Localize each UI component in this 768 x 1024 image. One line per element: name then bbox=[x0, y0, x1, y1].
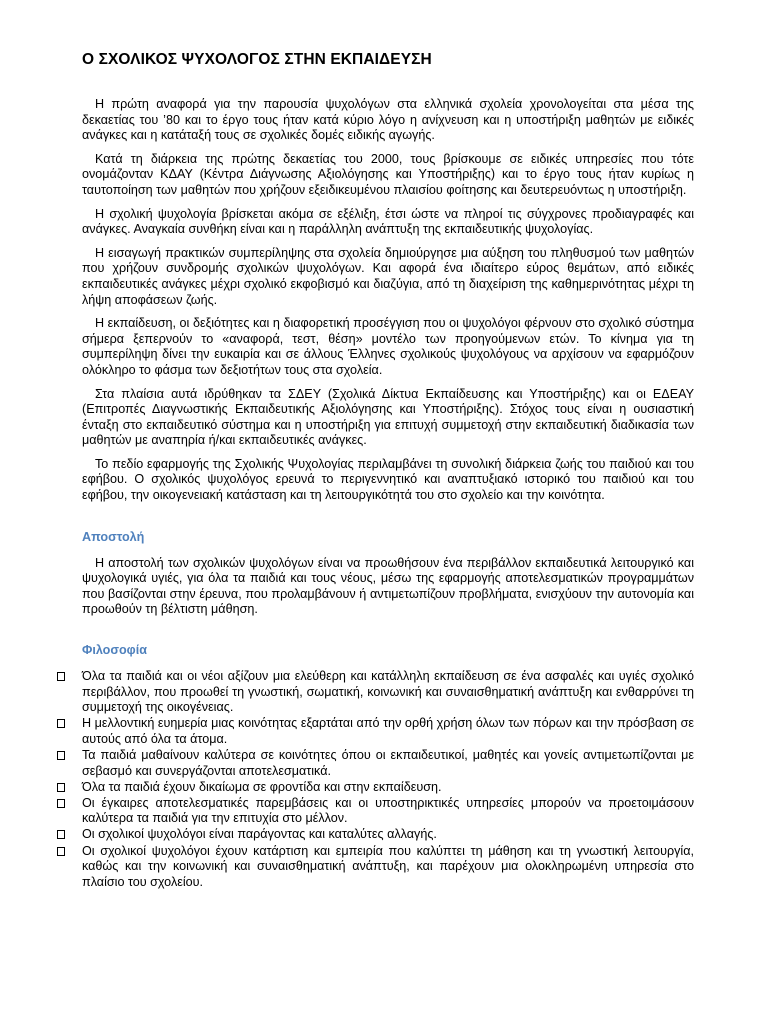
document-page bbox=[82, 51, 694, 891]
square-bullet-icon bbox=[57, 672, 65, 681]
philosophy-heading: Φιλοσοφία bbox=[82, 643, 147, 658]
list-item-text: Η μελλοντική ευημερία μιας κοινότητας εξαρτάται από την ορθή χρήση όλων των πόρων και την πρόσβαση σε αυτούς από όλα τα άτομα. bbox=[82, 716, 694, 746]
body-paragraph: Η σχολική ψυχολογία βρίσκεται ακόμα σε εξέλιξη, έτσι ώστε να πληροί τις σύγχρονες προδιαγραφές και ανάγκες. Αναγκαία συνθήκη είναι και η παράλληλη ανάπτυξη της εκπαιδευτικής ψυχολογίας. bbox=[82, 206, 694, 237]
list-item bbox=[82, 844, 694, 891]
list-item-text: Οι σχολικοί ψυχολόγοι είναι παράγοντας και καταλύτες αλλαγής. bbox=[82, 827, 437, 842]
document-title: Ο ΣΧΟΛΙΚΟΣ ΨΥΧΟΛΟΓΟΣ ΣΤΗΝ ΕΚΠΑΙΔΕΥΣΗ bbox=[82, 51, 432, 68]
square-bullet-icon bbox=[57, 751, 65, 760]
list-item bbox=[82, 796, 694, 827]
list-item-text: Οι σχολικοί ψυχολόγοι έχουν κατάρτιση και εμπειρία που καλύπτει τη μάθηση και τη γνωστική λειτουργία, καθώς και την κοινωνική και συναισθηματική ανάπτυξη, και παρέχουν μια ολοκληρωμένη υπηρεσία στο πλαίσιο του σχολείου. bbox=[82, 843, 694, 889]
body-paragraph: Το πεδίο εφαρμογής της Σχολικής Ψυχολογίας περιλαμβάνει τη συνολική διάρκεια ζωής του παιδιού και του εφήβου. Ο σχολικός ψυχολόγος ερευνά το περιγεννητικό και αναπτυξιακό ιστορικό του παιδιού και του εφήβου, την οικογενειακή κατάσταση και τη λειτουργικότητά του στο σχολείο και την κοινότητα. bbox=[82, 456, 694, 503]
square-bullet-icon bbox=[57, 783, 65, 792]
list-item-text: Όλα τα παιδιά και οι νέοι αξίζουν μια ελεύθερη και κατάλληλη εκπαίδευση σε ένα ασφαλές και υγιές σχολικό περιβάλλον, που προωθεί τη γνωστική, σωματική, κοινωνική και συναισθηματική ανάπτυξη και ενθαρρύνει τη συμμετοχή της οικογένειας. bbox=[82, 669, 694, 715]
body-paragraph: Στα πλαίσια αυτά ιδρύθηκαν τα ΣΔΕΥ (Σχολικά Δίκτυα Εκπαίδευσης και Υποστήριξης) και οι ΕΔΕΑΥ (Επιτροπές Διαγνωστικής Εκπαιδευτικής Αξιολόγησης και Υποστήριξης). Στόχος τους είναι η ουσιαστική ένταξη στο εκπαιδευτικό σύστημα και η υποστήριξη για επιτυχή συμμετοχή στην εκπαιδευτική διαδικασία των μαθητών με αναπηρία ή/και εκπαιδευτικές ανάγκες. bbox=[82, 386, 694, 448]
mission-heading: Αποστολή bbox=[82, 529, 145, 544]
list-item bbox=[82, 780, 694, 796]
list-item-text: Τα παιδιά μαθαίνουν καλύτερα σε κοινότητες όπου οι εκπαιδευτικοί, μαθητές και γονείς αντιμετωπίζονται με σεβασμό και συνεργάζονται αποτελεσματικά. bbox=[82, 748, 694, 778]
square-bullet-icon bbox=[57, 799, 65, 808]
philosophy-list bbox=[82, 669, 694, 890]
list-item-text: Όλα τα παιδιά έχουν δικαίωμα σε φροντίδα και στην εκπαίδευση. bbox=[82, 779, 442, 794]
square-bullet-icon bbox=[57, 830, 65, 839]
list-item bbox=[82, 669, 694, 716]
list-item bbox=[82, 716, 694, 747]
mission-paragraph: Η αποστολή των σχολικών ψυχολόγων είναι να προωθήσουν ένα περιβάλλον εκπαιδευτικά λειτουργικό και ψυχολογικά υγιές, για όλα τα παιδιά και τους νέους, μέσω της εφαρμογής αποτελεσματικών προγραμμάτων που βασίζονται στην έρευνα, που προλαμβάνουν ή αντιμετωπίζουν προβλήματα, ενισχύουν την αυτονομία και προωθούν τη βέλτιστη μάθηση. bbox=[82, 555, 694, 617]
square-bullet-icon bbox=[57, 719, 65, 728]
body-paragraph: Η εισαγωγή πρακτικών συμπερίληψης στα σχολεία δημιούργησε μια αύξηση του πληθυσμού των μαθητών που χρήζουν συνδρομής σχολικών ψυχολόγων. Και αφορά ένα ιδιαίτερο εύρος θεμάτων, από ειδικές εκπαιδευτικές ανάγκες μέχρι σχολικό εκφοβισμό και διαζύγια, από τη διαχείριση της καθημερινότητας μέχρι τη λήψη αποφάσεων ζωής. bbox=[82, 245, 694, 307]
list-item-text: Οι έγκαιρες αποτελεσματικές παρεμβάσεις και οι υποστηρικτικές υπηρεσίες μπορούν να προετοιμάσουν καλύτερα τα παιδιά για την επιτυχία στο μέλλον. bbox=[82, 795, 694, 826]
list-item bbox=[82, 827, 694, 843]
body-paragraph: Η εκπαίδευση, οι δεξιότητες και η διαφορετική προσέγγιση που οι ψυχολόγοι φέρνουν στο σχολικό σύστημα σήμερα ξεπερνούν το «αναφορά, τεστ, θέση» μοντέλο των προηγούμενων ετών. Το κίνημα για τη συμπερίληψη δίνει την ευκαιρία και σε άλλους Έλληνες σχολικούς ψυχολόγους να αρχίσουν να εφαρμόζουν ολόκληρο το φάσμα των δεξιοτήτων τους στα σχολεία. bbox=[82, 316, 694, 377]
body-paragraph: Κατά τη διάρκεια της πρώτης δεκαετίας του 2000, τους βρίσκουμε σε ειδικές υπηρεσίες που τότε ονομάζονταν ΚΔΑΥ (Κέντρα Διάγνωσης Αξιολόγησης και Υποστήριξης) και το έργο τους ήταν κυρίως η ταυτοποίηση των μαθητών που χρήζουν εξειδικευμένου πλαισίου φοίτησης και δευτερευόντως η υποστήριξη. bbox=[82, 151, 694, 197]
square-bullet-icon bbox=[57, 847, 65, 856]
list-item bbox=[82, 748, 694, 779]
body-paragraph: Η πρώτη αναφορά για την παρουσία ψυχολόγων στα ελληνικά σχολεία χρονολογείται στα μέσα της δεκαετίας του ’80 και το έργο τους ήταν κατά κύριο λόγο η ανίχνευση και η υποστήριξη μαθητών με ειδικές ανάγκες και η κατάταξή τους σε σχολικές δομές ειδικής αγωγής. bbox=[82, 97, 694, 143]
